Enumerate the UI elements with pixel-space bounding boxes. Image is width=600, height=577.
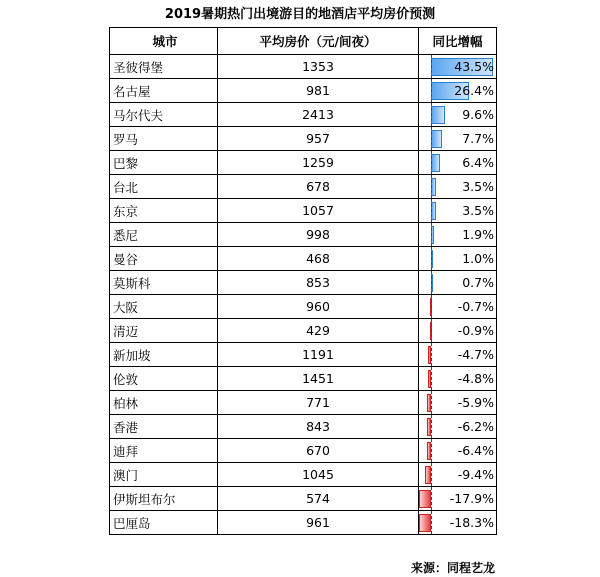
yoy-label: -17.9%: [449, 491, 494, 506]
city-cell: 曼谷: [110, 247, 218, 271]
city-cell: 伦敦: [110, 367, 218, 391]
yoy-label: -6.2%: [457, 419, 494, 434]
source-note: 来源：同程艺龙: [410, 561, 495, 575]
header-yoy: 同比增幅: [419, 28, 497, 55]
yoy-label: 9.6%: [462, 107, 494, 122]
price-cell: 771: [218, 391, 419, 415]
city-cell: 澳门: [110, 463, 218, 487]
yoy-cell: [419, 367, 497, 391]
price-cell: 1259: [218, 151, 419, 175]
price-cell: 1057: [218, 199, 419, 223]
zero-axis-line: [431, 151, 432, 174]
zero-axis-line: [431, 295, 432, 318]
city-cell: 悉尼: [110, 223, 218, 247]
yoy-label: 3.5%: [462, 179, 494, 194]
table-row: [110, 319, 497, 343]
yoy-label: 43.5%: [454, 59, 494, 74]
yoy-cell: [419, 199, 497, 223]
yoy-label: 26.4%: [454, 83, 494, 98]
price-cell: 961: [218, 511, 419, 535]
zero-axis-line: [431, 175, 432, 198]
table-row: [110, 295, 497, 319]
yoy-bar: [419, 514, 431, 532]
zero-axis-line: [431, 271, 432, 294]
zero-axis-line: [431, 415, 432, 438]
yoy-label: -0.7%: [457, 299, 494, 314]
city-cell: 新加坡: [110, 343, 218, 367]
chart-title: 2019暑期热门出境游目的地酒店平均房价预测: [164, 7, 436, 22]
city-cell: 大阪: [110, 295, 218, 319]
city-cell: 马尔代夫: [110, 103, 218, 127]
yoy-bar: [431, 130, 442, 148]
zero-axis-line: [431, 343, 432, 366]
yoy-cell: [419, 511, 497, 535]
zero-axis-line: [431, 103, 432, 126]
table-header-row: [110, 28, 497, 55]
table-row: [110, 463, 497, 487]
city-cell: 莫斯科: [110, 271, 218, 295]
table-row: [110, 343, 497, 367]
zero-axis-line: [431, 487, 432, 510]
zero-axis-line: [431, 391, 432, 414]
price-cell: 468: [218, 247, 419, 271]
city-cell: 巴黎: [110, 151, 218, 175]
city-cell: 伊斯坦布尔: [110, 487, 218, 511]
table-row: [110, 55, 497, 79]
city-cell: 罗马: [110, 127, 218, 151]
yoy-cell: [419, 175, 497, 199]
yoy-label: -6.4%: [457, 443, 494, 458]
city-cell: 东京: [110, 199, 218, 223]
yoy-cell: [419, 343, 497, 367]
price-cell: 960: [218, 295, 419, 319]
price-cell: 429: [218, 319, 419, 343]
table-row: [110, 247, 497, 271]
table-body: [110, 55, 497, 535]
zero-axis-line: [431, 439, 432, 462]
yoy-label: -4.7%: [457, 347, 494, 362]
yoy-label: -9.4%: [457, 467, 494, 482]
zero-axis-line: [431, 463, 432, 486]
zero-axis-line: [431, 199, 432, 222]
city-cell: 名古屋: [110, 79, 218, 103]
city-cell: 清迈: [110, 319, 218, 343]
yoy-label: 6.4%: [462, 155, 494, 170]
table-row: [110, 127, 497, 151]
price-cell: 1191: [218, 343, 419, 367]
yoy-cell: [419, 487, 497, 511]
yoy-cell: [419, 247, 497, 271]
city-cell: 柏林: [110, 391, 218, 415]
yoy-cell: [419, 391, 497, 415]
table-row: [110, 391, 497, 415]
header-city: 城市: [110, 28, 218, 55]
table-row: [110, 199, 497, 223]
city-cell: 台北: [110, 175, 218, 199]
table-row: [110, 79, 497, 103]
yoy-cell: [419, 223, 497, 247]
zero-axis-line: [431, 319, 432, 342]
zero-axis-line: [431, 55, 432, 78]
header-price: 平均房价（元/间夜）: [218, 28, 419, 55]
price-cell: 1451: [218, 367, 419, 391]
yoy-cell: [419, 463, 497, 487]
table-row: [110, 511, 497, 535]
yoy-cell: [419, 151, 497, 175]
price-cell: 574: [218, 487, 419, 511]
price-table: [109, 27, 497, 535]
table-row: [110, 271, 497, 295]
table-row: [110, 175, 497, 199]
yoy-label: 1.0%: [462, 251, 494, 266]
city-cell: 圣彼得堡: [110, 55, 218, 79]
city-cell: 巴厘岛: [110, 511, 218, 535]
yoy-label: 7.7%: [462, 131, 494, 146]
city-cell: 香港: [110, 415, 218, 439]
price-cell: 670: [218, 439, 419, 463]
yoy-bar: [431, 154, 440, 172]
price-cell: 678: [218, 175, 419, 199]
zero-axis-line: [431, 511, 432, 534]
yoy-cell: [419, 439, 497, 463]
yoy-cell: [419, 79, 497, 103]
yoy-label: 3.5%: [462, 203, 494, 218]
yoy-cell: [419, 271, 497, 295]
city-cell: 迪拜: [110, 439, 218, 463]
zero-axis-line: [431, 127, 432, 150]
yoy-cell: [419, 319, 497, 343]
price-cell: 998: [218, 223, 419, 247]
table-row: [110, 367, 497, 391]
price-cell: 1353: [218, 55, 419, 79]
table-row: [110, 487, 497, 511]
price-cell: 843: [218, 415, 419, 439]
zero-axis-line: [431, 367, 432, 390]
table-row: [110, 415, 497, 439]
yoy-cell: [419, 415, 497, 439]
zero-axis-line: [431, 247, 432, 270]
table-row: [110, 151, 497, 175]
price-cell: 2413: [218, 103, 419, 127]
yoy-cell: [419, 103, 497, 127]
yoy-cell: [419, 295, 497, 319]
yoy-label: 0.7%: [462, 275, 494, 290]
yoy-bar: [431, 106, 445, 124]
yoy-label: -18.3%: [449, 515, 494, 530]
yoy-cell: [419, 55, 497, 79]
yoy-label: 1.9%: [462, 227, 494, 242]
zero-axis-line: [431, 79, 432, 102]
yoy-label: -0.9%: [457, 323, 494, 338]
yoy-cell: [419, 127, 497, 151]
yoy-bar: [419, 490, 431, 508]
table-row: [110, 439, 497, 463]
zero-axis-line: [431, 223, 432, 246]
table-row: [110, 223, 497, 247]
price-cell: 981: [218, 79, 419, 103]
yoy-label: -5.9%: [457, 395, 494, 410]
yoy-label: -4.8%: [457, 371, 494, 386]
price-cell: 853: [218, 271, 419, 295]
table-row: [110, 103, 497, 127]
price-cell: 1045: [218, 463, 419, 487]
price-cell: 957: [218, 127, 419, 151]
